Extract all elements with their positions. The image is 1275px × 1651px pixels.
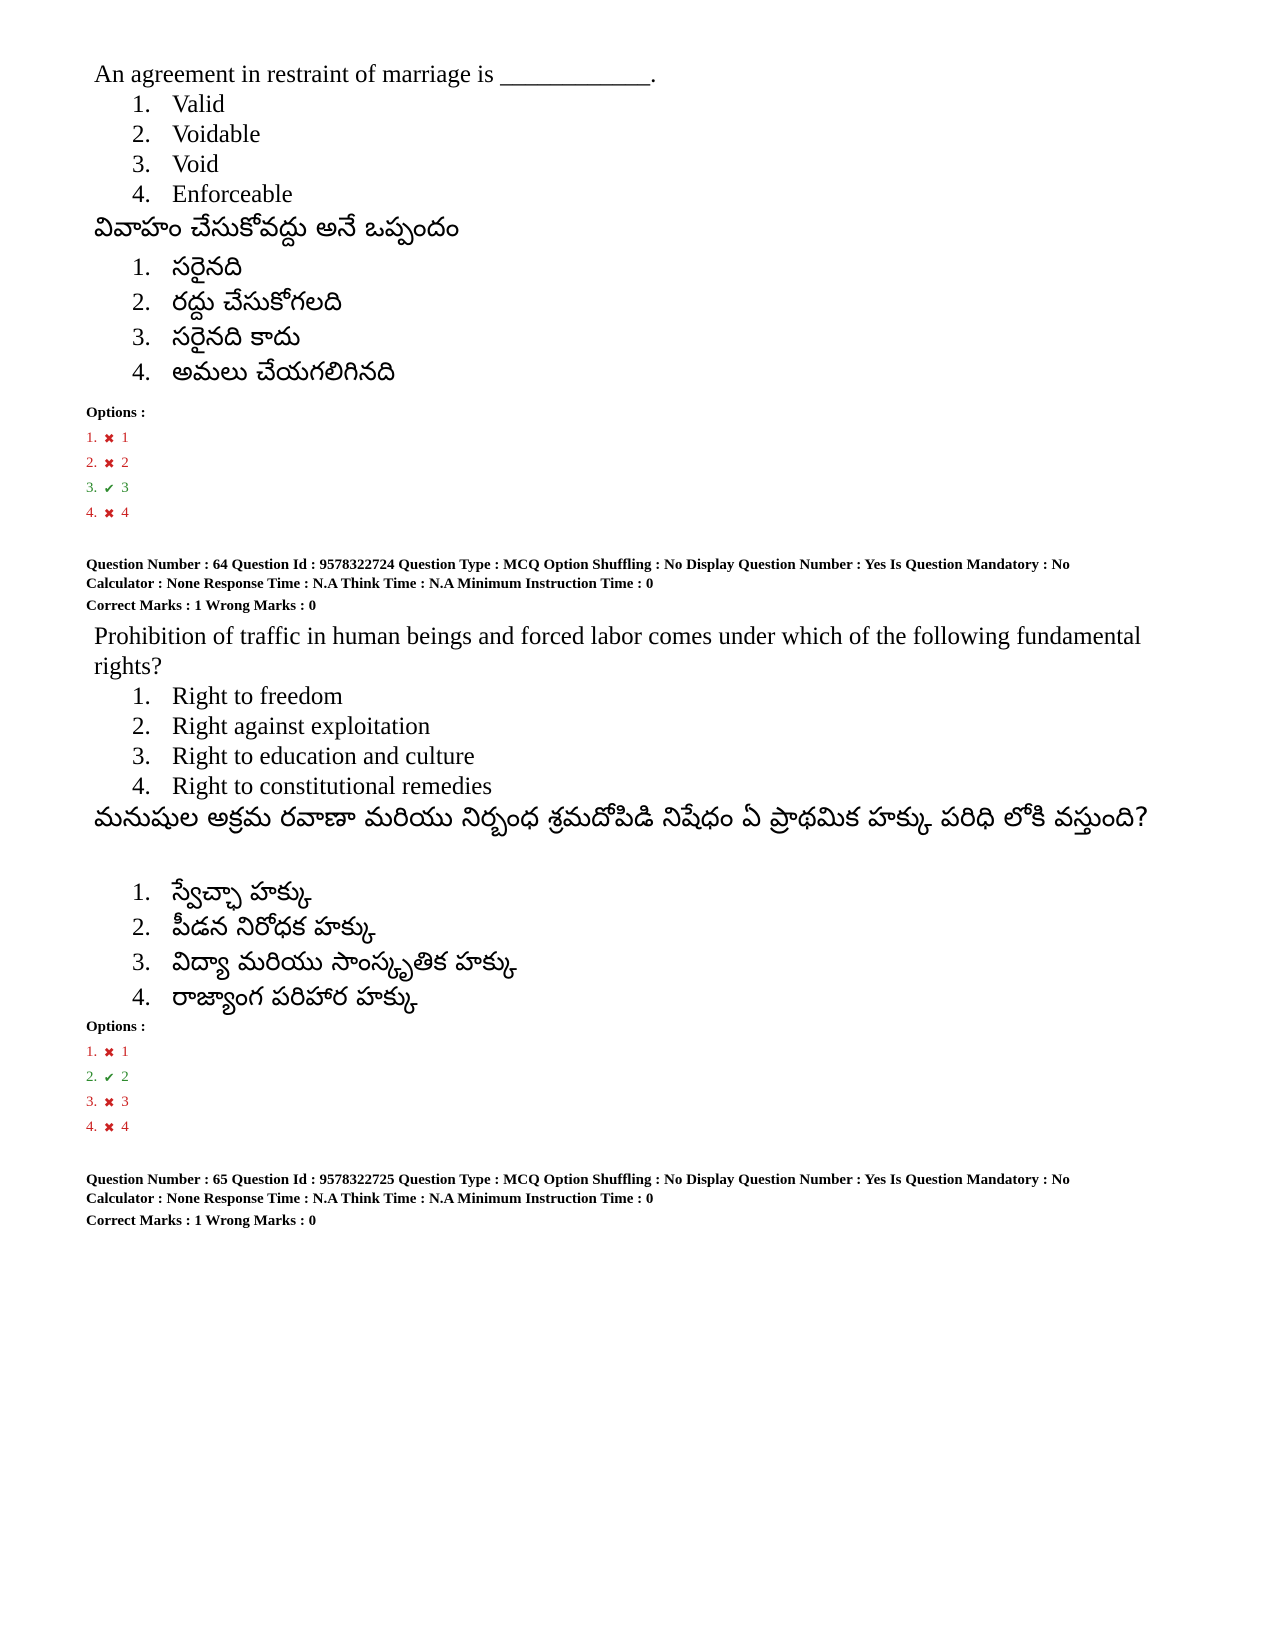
check-icon: ✔ xyxy=(103,481,115,496)
question-text-en: An agreement in restraint of marriage is ____________. xyxy=(94,61,657,88)
answer-option-correct: 3. ✔ 3 xyxy=(86,476,129,501)
wrong-icon: ✖ xyxy=(103,431,115,446)
options-heading: Options : xyxy=(86,1019,146,1035)
option-item-te: 4. అమలు చేయగలిగినది xyxy=(132,357,396,387)
option-item: 3. Void xyxy=(132,151,219,178)
question-meta: Question Number : 65 Question Id : 9578322725 Question Type : MCQ Option Shuffling : No Display Question Number : Yes Is Question Mandatory : No Calculator : None Response Time : N.A Think Time : N.A Minimum Instruction Time : 0 Correct Marks : 1 Wrong Marks : 0 xyxy=(86,1172,1070,1229)
wrong-icon: ✖ xyxy=(103,1045,115,1060)
answer-option: 3. ✖ 3 xyxy=(86,1090,129,1115)
answer-option-correct: 2. ✔ 2 xyxy=(86,1065,129,1090)
options-list-te xyxy=(132,250,395,390)
answer-list xyxy=(86,1040,129,1140)
option-item-te: 4. రాజ్యాంగ పరిహార హక్కు xyxy=(132,982,418,1012)
answer-option: 4. ✖ 4 xyxy=(86,501,129,526)
option-item-te: 2. పీడన నిరోధక హక్కు xyxy=(132,912,376,942)
question-text-te: మనుషుల అక్రమ రవాణా మరియు నిర్బంధ శ్రమదోపిడి నిషేధం ఏ ప్రాథమిక హక్కు పరిధి లోకి వస్తుంది? xyxy=(94,802,1149,833)
option-item-te: 1. సరైనది xyxy=(132,252,243,282)
option-item: 4. Enforceable xyxy=(132,181,293,208)
options-heading: Options : xyxy=(86,405,146,421)
answer-option: 4. ✖ 4 xyxy=(86,1115,129,1140)
answer-option: 2. ✖ 2 xyxy=(86,451,129,476)
option-item: 2. Voidable xyxy=(132,121,261,148)
wrong-icon: ✖ xyxy=(103,456,115,471)
answer-option: 1. ✖ 1 xyxy=(86,1040,129,1065)
option-item: 2. Right against exploitation xyxy=(132,713,431,740)
check-icon: ✔ xyxy=(103,1070,115,1085)
wrong-icon: ✖ xyxy=(103,1120,115,1135)
options-list-en xyxy=(132,682,492,802)
option-item: 1. Right to freedom xyxy=(132,683,343,710)
options-list-te xyxy=(132,875,517,1015)
option-item-te: 1. స్వేచ్ఛా హక్కు xyxy=(132,877,312,907)
question-meta: Question Number : 64 Question Id : 9578322724 Question Type : MCQ Option Shuffling : No Display Question Number : Yes Is Question Mandatory : No Calculator : None Response Time : N.A Think Time : N.A Minimum Instruction Time : 0 Correct Marks : 1 Wrong Marks : 0 xyxy=(86,557,1070,614)
option-item-te: 3. విద్యా మరియు సాంస్కృతిక హక్కు xyxy=(132,947,517,977)
question-text-en: Prohibition of traffic in human beings and forced labor comes under which of the following fundamental rights? xyxy=(94,623,1142,680)
wrong-icon: ✖ xyxy=(103,506,115,521)
option-item: 1. Valid xyxy=(132,91,225,118)
option-item-te: 3. సరైనది కాదు xyxy=(132,322,301,352)
answer-option: 1. ✖ 1 xyxy=(86,426,129,451)
option-item-te: 2. రద్దు చేసుకోగలది xyxy=(132,287,343,317)
answer-list xyxy=(86,426,129,526)
options-list-en xyxy=(132,90,293,210)
option-item: 4. Right to constitutional remedies xyxy=(132,773,493,800)
question-text-te: వివాహం చేసుకోవద్దు అనే ఒప్పందం xyxy=(94,212,460,243)
wrong-icon: ✖ xyxy=(103,1095,115,1110)
option-item: 3. Right to education and culture xyxy=(132,743,475,770)
